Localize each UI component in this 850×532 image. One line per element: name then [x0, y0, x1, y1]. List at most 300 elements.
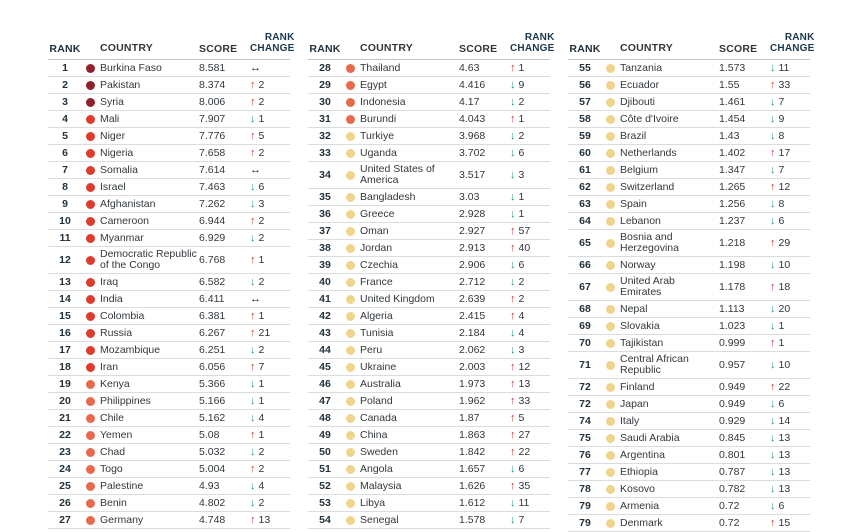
rank-change	[761, 130, 810, 142]
rank-change-value: 27	[518, 429, 531, 441]
severity-dot-cell	[82, 431, 98, 440]
rank-up-arrow-icon: ↑	[510, 412, 516, 424]
rank-change-value: 4	[518, 327, 525, 339]
score-value: 1.256	[719, 198, 746, 210]
rank-value: 34	[319, 169, 331, 181]
country-name: Israel	[100, 180, 126, 193]
severity-dot-icon	[606, 468, 615, 477]
rank-down-arrow-icon: ↓	[250, 113, 256, 125]
rank-change	[241, 294, 290, 304]
table-row	[568, 60, 810, 77]
rank-up-arrow-icon: ↑	[510, 293, 516, 305]
rank-value: 42	[319, 310, 331, 322]
rank-value: 44	[319, 344, 331, 356]
rank-change	[501, 96, 550, 108]
rank-value: 41	[319, 293, 331, 305]
rank-value: 29	[319, 79, 331, 91]
rank-value: 61	[579, 164, 591, 176]
rank-change-value: 1	[258, 378, 265, 390]
country-name: Democratic Republic of the Congo	[100, 248, 197, 271]
country-name: Indonesia	[360, 95, 406, 108]
severity-dot-cell	[602, 217, 618, 226]
country-name: Thailand	[360, 61, 401, 74]
rank-change	[501, 62, 550, 74]
severity-dot-icon	[346, 261, 355, 270]
rank-change-value: 2	[258, 147, 265, 159]
rank-value: 70	[579, 337, 591, 349]
severity-dot-icon	[606, 261, 615, 270]
rank-change	[501, 276, 550, 288]
country-name: United States of America	[360, 163, 435, 186]
severity-dot-cell	[82, 149, 98, 158]
severity-dot-icon	[86, 465, 95, 474]
country-name: Uganda	[360, 146, 397, 159]
score-value: 1.973	[459, 378, 486, 390]
rank-value: 2	[62, 79, 68, 91]
table-row	[308, 512, 550, 529]
severity-dot-cell	[602, 261, 618, 270]
severity-dot-icon	[346, 98, 355, 107]
severity-dot-icon	[606, 485, 615, 494]
rank-change-value: 4	[258, 480, 265, 492]
table-row	[568, 498, 810, 515]
rank-change	[241, 514, 290, 526]
rank-change	[501, 378, 550, 390]
score-value: 7.614	[199, 164, 226, 176]
country-name: Finland	[620, 380, 655, 393]
score-value: 5.032	[199, 446, 226, 458]
rank-change	[241, 181, 290, 193]
rank-value: 23	[59, 446, 71, 458]
severity-dot-cell	[82, 312, 98, 321]
rank-value: 39	[319, 259, 331, 271]
rank-change	[761, 237, 810, 249]
severity-dot-icon	[606, 115, 615, 124]
score-value: 7.262	[199, 198, 226, 210]
rank-change	[501, 480, 550, 492]
header-country: COUNTRY	[360, 42, 413, 54]
rank-value: 67	[579, 281, 591, 293]
country-name: Saudi Arabia	[620, 431, 680, 444]
severity-dot-cell	[602, 132, 618, 141]
rank-change-value: 4	[518, 310, 525, 322]
severity-dot-icon	[346, 465, 355, 474]
country-name: Togo	[100, 462, 123, 475]
rank-change	[501, 310, 550, 322]
rank-change	[241, 429, 290, 441]
rank-down-arrow-icon: ↓	[770, 303, 776, 315]
table-row	[568, 111, 810, 128]
score-value: 2.927	[459, 225, 486, 237]
score-value: 1.87	[459, 412, 480, 424]
severity-dot-icon	[346, 516, 355, 525]
rank-value: 33	[319, 147, 331, 159]
severity-dot-cell	[82, 397, 98, 406]
country-name: Netherlands	[620, 146, 677, 159]
score-value: 2.913	[459, 242, 486, 254]
rank-change-value: 11	[778, 62, 790, 74]
score-value: 1.863	[459, 429, 486, 441]
country-name: Greece	[360, 207, 395, 220]
rank-down-arrow-icon: ↓	[250, 344, 256, 356]
rank-up-arrow-icon: ↑	[250, 96, 256, 108]
rank-change	[501, 79, 550, 91]
score-value: 4.63	[459, 62, 480, 74]
score-value: 1.347	[719, 164, 746, 176]
score-value: 4.802	[199, 497, 226, 509]
severity-dot-icon	[346, 278, 355, 287]
rank-up-arrow-icon: ↑	[510, 480, 516, 492]
severity-dot-icon	[86, 183, 95, 192]
table-row	[48, 111, 290, 128]
rank-up-arrow-icon: ↑	[510, 225, 516, 237]
rank-change	[761, 466, 810, 478]
rank-down-arrow-icon: ↓	[510, 169, 516, 181]
rank-change-value: 2	[518, 293, 525, 305]
table-body	[48, 60, 290, 529]
rank-value: 40	[319, 276, 331, 288]
table-row	[568, 196, 810, 213]
severity-dot-cell	[602, 183, 618, 192]
rank-change-value: 2	[518, 96, 525, 108]
table-row	[308, 342, 550, 359]
rank-change	[241, 480, 290, 492]
country-name: Palestine	[100, 479, 144, 492]
severity-dot-icon	[86, 81, 95, 90]
rank-value: 10	[59, 215, 71, 227]
country-name: Burkina Faso	[100, 61, 162, 74]
rank-change-value: 13	[778, 466, 791, 478]
rank-change-value: 18	[778, 281, 791, 293]
rank-change	[241, 215, 290, 227]
rank-change	[241, 327, 290, 339]
severity-dot-cell	[82, 132, 98, 141]
table-row	[48, 376, 290, 393]
country-name: Armenia	[620, 499, 660, 512]
rank-down-arrow-icon: ↓	[250, 446, 256, 458]
rank-value: 1	[62, 62, 68, 74]
severity-dot-cell	[342, 244, 358, 253]
severity-dot-cell	[602, 502, 618, 511]
rank-value: 3	[62, 96, 68, 108]
rank-change-value: 13	[258, 514, 271, 526]
rank-up-arrow-icon: ↑	[510, 242, 516, 254]
rank-down-arrow-icon: ↓	[250, 181, 256, 193]
score-value: 0.957	[719, 359, 746, 371]
rank-change	[501, 147, 550, 159]
severity-dot-cell	[82, 516, 98, 525]
rank-up-arrow-icon: ↑	[250, 310, 256, 322]
rank-change	[761, 96, 810, 108]
rank-value: 36	[319, 208, 331, 220]
rank-down-arrow-icon: ↓	[510, 79, 516, 91]
severity-dot-icon	[346, 115, 355, 124]
score-value: 8.374	[199, 79, 226, 91]
country-name: Myanmar	[100, 231, 144, 244]
score-value: 6.929	[199, 232, 226, 244]
header-rank-change: RANK CHANGE	[250, 32, 295, 54]
rank-down-arrow-icon: ↓	[250, 395, 256, 407]
severity-dot-icon	[606, 64, 615, 73]
severity-dot-icon	[346, 397, 355, 406]
table-header	[308, 32, 555, 60]
rank-value: 59	[579, 130, 591, 142]
table-row	[308, 461, 550, 478]
country-name: Canada	[360, 411, 397, 424]
severity-dot-icon	[86, 397, 95, 406]
rank-change-value: 3	[518, 169, 525, 181]
severity-dot-icon	[346, 499, 355, 508]
table-row	[308, 410, 550, 427]
header-score: SCORE	[199, 42, 238, 55]
rank-value: 54	[319, 514, 331, 526]
rank-up-arrow-icon: ↑	[770, 337, 776, 349]
rank-change-value: 2	[258, 276, 265, 288]
country-name: United Arab Emirates	[620, 275, 675, 298]
severity-dot-cell	[342, 312, 358, 321]
rank-same-arrow-icon: ↔	[250, 164, 261, 176]
country-name: Ecuador	[620, 78, 660, 91]
table-row	[308, 60, 550, 77]
rank-change-value: 13	[778, 483, 791, 495]
rank-value: 13	[59, 276, 71, 288]
rank-change-value: 5	[518, 412, 525, 424]
severity-dot-icon	[606, 132, 615, 141]
table-row	[48, 213, 290, 230]
table-row	[48, 128, 290, 145]
severity-dot-icon	[346, 227, 355, 236]
rank-change	[761, 483, 810, 495]
rank-change	[501, 113, 550, 125]
rank-value: 60	[579, 147, 591, 159]
rank-change-value: 1	[258, 254, 265, 266]
rank-change-value: 1	[518, 113, 525, 125]
rank-change	[761, 432, 810, 444]
score-value: 1.178	[719, 281, 746, 293]
country-name: Pakistan	[100, 78, 141, 91]
rank-down-arrow-icon: ↓	[510, 514, 516, 526]
country-name: Angola	[360, 462, 393, 475]
rank-value: 28	[319, 62, 331, 74]
country-name: Somalia	[100, 163, 138, 176]
severity-dot-icon	[606, 149, 615, 158]
rank-value: 20	[59, 395, 71, 407]
rank-change-value: 7	[778, 164, 785, 176]
table-row	[48, 291, 290, 308]
country-name: Turkiye	[360, 129, 395, 142]
rank-change-value: 6	[778, 215, 785, 227]
rank-down-arrow-icon: ↓	[770, 398, 776, 410]
rank-down-arrow-icon: ↓	[510, 497, 516, 509]
rank-value: 76	[579, 449, 591, 461]
header-rank-change: RANK CHANGE	[770, 32, 815, 54]
score-value: 1.198	[719, 259, 746, 271]
score-value: 4.17	[459, 96, 480, 108]
score-value: 1.842	[459, 446, 486, 458]
severity-dot-icon	[86, 431, 95, 440]
rank-value: 79	[579, 500, 591, 512]
severity-dot-cell	[342, 64, 358, 73]
country-name: Kosovo	[620, 482, 656, 495]
table-row	[48, 342, 290, 359]
table-row	[568, 94, 810, 111]
rank-up-arrow-icon: ↑	[510, 378, 516, 390]
country-name: Ethiopia	[620, 465, 658, 478]
country-name: Burundi	[360, 112, 397, 125]
rank-value: 37	[319, 225, 331, 237]
country-name: Central African Republic	[620, 353, 689, 376]
rank-change	[761, 359, 810, 371]
severity-dot-icon	[606, 166, 615, 175]
rank-change	[761, 337, 810, 349]
header-score: SCORE	[719, 42, 758, 55]
rank-down-arrow-icon: ↓	[770, 432, 776, 444]
severity-dot-cell	[342, 193, 358, 202]
rank-change-value: 2	[258, 463, 265, 475]
rank-up-arrow-icon: ↑	[250, 254, 256, 266]
severity-dot-icon	[86, 234, 95, 243]
country-name: Afghanistan	[100, 197, 156, 210]
score-value: 0.845	[719, 432, 746, 444]
rank-value: 17	[59, 344, 71, 356]
score-value: 2.906	[459, 259, 486, 271]
rank-up-arrow-icon: ↑	[250, 514, 256, 526]
rank-value: 14	[59, 293, 71, 305]
score-value: 1.461	[719, 96, 746, 108]
rank-value: 38	[319, 242, 331, 254]
rank-value: 45	[319, 361, 331, 373]
score-value: 1.962	[459, 395, 486, 407]
rank-change-value: 10	[778, 359, 791, 371]
rank-change	[761, 500, 810, 512]
rank-down-arrow-icon: ↓	[770, 415, 776, 427]
rank-change-value: 33	[778, 79, 791, 91]
severity-dot-cell	[602, 434, 618, 443]
severity-dot-cell	[342, 465, 358, 474]
severity-dot-icon	[86, 98, 95, 107]
table-row	[308, 274, 550, 291]
country-name: Oman	[360, 224, 389, 237]
table-row	[48, 410, 290, 427]
table-row	[308, 427, 550, 444]
rank-value: 5	[62, 130, 68, 142]
rank-value: 27	[59, 514, 71, 526]
table-row	[308, 94, 550, 111]
rank-up-arrow-icon: ↑	[250, 147, 256, 159]
country-name: Italy	[620, 414, 640, 427]
table-row	[308, 308, 550, 325]
rank-change	[241, 361, 290, 373]
severity-dot-icon	[86, 200, 95, 209]
rank-down-arrow-icon: ↓	[770, 449, 776, 461]
country-name: Sweden	[360, 445, 398, 458]
severity-dot-cell	[82, 482, 98, 491]
rank-value: 11	[59, 232, 71, 244]
severity-dot-icon	[606, 434, 615, 443]
table-row	[48, 427, 290, 444]
country-name: Benin	[100, 496, 127, 509]
rank-change-value: 6	[518, 463, 525, 475]
rank-change-value: 1	[518, 208, 525, 220]
severity-dot-cell	[602, 485, 618, 494]
severity-dot-icon	[346, 244, 355, 253]
score-value: 3.517	[459, 169, 486, 181]
country-name: Norway	[620, 258, 656, 271]
rank-change	[241, 147, 290, 159]
score-value: 0.949	[719, 398, 746, 410]
ranking-tables	[48, 32, 815, 532]
country-name: Slovakia	[620, 319, 660, 332]
severity-dot-icon	[86, 516, 95, 525]
rank-change	[241, 198, 290, 210]
severity-dot-cell	[82, 295, 98, 304]
country-name: Germany	[100, 513, 144, 526]
rank-change-value: 10	[778, 259, 791, 271]
severity-dot-icon	[606, 283, 615, 292]
rank-change-value: 1	[518, 191, 525, 203]
rank-change	[761, 259, 810, 271]
severity-dot-cell	[342, 98, 358, 107]
severity-dot-icon	[346, 295, 355, 304]
rank-change	[241, 254, 290, 266]
table-body	[308, 60, 550, 529]
rank-change-value: 9	[778, 113, 785, 125]
table-row	[48, 196, 290, 213]
severity-dot-cell	[82, 217, 98, 226]
table-row	[48, 162, 290, 179]
rank-value: 72	[579, 398, 591, 410]
score-value: 0.999	[719, 337, 746, 349]
score-value: 6.056	[199, 361, 226, 373]
rank-change-value: 20	[778, 303, 791, 315]
rank-change	[501, 191, 550, 203]
score-value: 0.72	[719, 517, 740, 529]
country-name: Brazil	[620, 129, 647, 142]
severity-dot-cell	[82, 329, 98, 338]
rank-change	[501, 259, 550, 271]
table-row	[308, 444, 550, 461]
severity-dot-cell	[342, 431, 358, 440]
score-value: 8.581	[199, 62, 226, 74]
severity-dot-icon	[86, 363, 95, 372]
severity-dot-cell	[602, 400, 618, 409]
country-name: Nigeria	[100, 146, 134, 159]
rank-change	[761, 449, 810, 461]
severity-dot-cell	[342, 132, 358, 141]
rank-value: 57	[579, 96, 591, 108]
severity-dot-icon	[606, 305, 615, 314]
score-value: 1.43	[719, 130, 740, 142]
country-name: Tanzania	[620, 61, 663, 74]
score-value: 1.218	[719, 237, 746, 249]
severity-dot-cell	[82, 200, 98, 209]
rank-change-value: 40	[518, 242, 531, 254]
severity-dot-cell	[602, 115, 618, 124]
severity-dot-icon	[606, 98, 615, 107]
country-name: Iran	[100, 360, 119, 373]
ranking-table-3	[568, 32, 815, 532]
score-value: 2.415	[459, 310, 486, 322]
severity-dot-cell	[342, 210, 358, 219]
rank-change-value: 1	[518, 62, 525, 74]
rank-change-value: 6	[778, 500, 785, 512]
severity-dot-icon	[346, 149, 355, 158]
rank-down-arrow-icon: ↓	[510, 259, 516, 271]
severity-dot-cell	[602, 468, 618, 477]
severity-dot-icon	[346, 64, 355, 73]
severity-dot-cell	[342, 414, 358, 423]
severity-dot-cell	[342, 380, 358, 389]
